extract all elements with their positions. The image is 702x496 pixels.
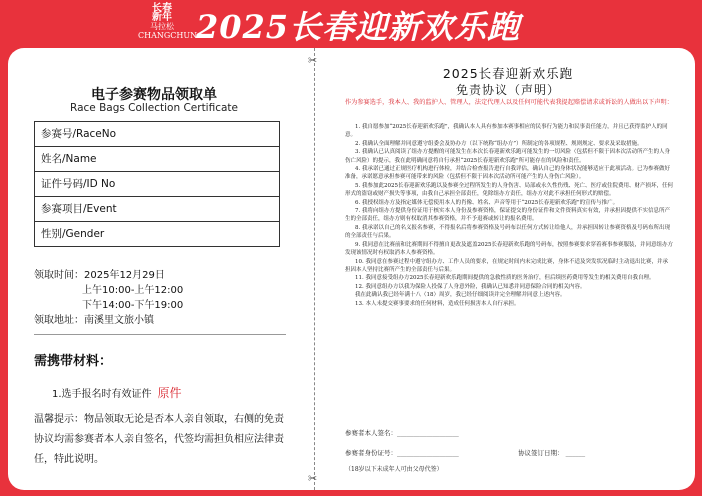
collection-time: 领取时间：2025年12月29日 <box>34 270 165 281</box>
material-item: 1.选手报名时有效证件 原件 <box>52 386 182 400</box>
clause: 13. 本人未提交赛事要求的任何材料，造成任何损害本人自行承担。 <box>355 300 520 307</box>
clause: 8. 我承诺以自己的名义报名参赛，不得报名后将参赛资格及号码布以任何方式转让给他人，并承担因转让参赛资格及号码布所出现的全部责任与后果。 <box>345 224 671 240</box>
collection-time-pm: 下午14:00-下午19:00 <box>82 300 184 311</box>
cut-line <box>314 48 315 490</box>
materials-heading: 需携带材料： <box>34 354 113 369</box>
section-divider <box>34 334 286 335</box>
waiver-notice: 作为参赛选手，我本人、我的监护人、管理人，法定代理人以及任何可能代表我提起赔偿请求或诉讼的人做出以下声明： <box>345 99 673 106</box>
scissors-icon: ✂ <box>308 472 318 485</box>
clause: 2. 我确认全面理解并同意遵守组委会及协办方（以下统称“组办方”）所制定的各项规程、规则规定、要求及采取措施。 <box>355 140 643 147</box>
collection-time-am: 上午10:00-上午12:00 <box>82 285 184 296</box>
waiver-clauses <box>345 123 673 308</box>
collection-title: 电子参赛物品领取单 <box>91 87 217 103</box>
clause: 3. 我确认已认真阅读了组办方提醒的可能发生在本次长春迎新欢乐跑可能发生的一切风险（包括但不限于因本次活动所产生的人身伤亡风险）的提示，我在此明确同意将自行承担“2025长春迎新欢乐跑”所可能存在的风险和责任。 <box>345 149 671 164</box>
clause: 9. 我同意在比赛前和比赛期间不得擅自更改及遮盖2025长春迎新欢乐跑的号码布，按照参赛要求穿着赛事参赛服装，并同意组办方发现该情况时有权取消本人参赛资格。 <box>345 241 673 257</box>
field-race-no: 参赛号/RaceNo <box>35 122 279 147</box>
clause: 4. 我承诺已通过正规医疗机构进行体检，并结合检查报告进行自我评估，确认自己的身体状况能够适应于此项活动。已为参赛做好准备，承诺愿意承担参赛可能带来的风险（包括但不限于因本次活动所可能产生的人身伤亡风险）。 <box>345 166 671 181</box>
waiver-title: 2025长春迎新欢乐跑 <box>442 66 574 81</box>
header-banner <box>0 0 702 44</box>
clause: 1. 我自愿参加“2025长春迎新欢乐跑”，我确认本人具有参加本赛事相应的民事行为能力和民事责任能力，并且已获得监护人的同意。 <box>345 124 668 139</box>
field-gender: 性别/Gender <box>41 228 105 240</box>
clause: 11. 我同意接受组办方2025长春迎新欢乐跑期间提供的急救性质的医务治疗，但后续医药费用等发生的相关费用自我自理。 <box>355 275 655 282</box>
document-sheet <box>8 48 695 490</box>
marathon-logo: 长春 新年 马拉松 CHANGCHUN <box>138 3 198 40</box>
clause: 我在此确认我已经年满十八（18）周岁，我已经仔细阅读并完全理解并同意上述内容。 <box>355 292 566 299</box>
agreement-date-line: 协议签订日期： ______ <box>518 449 586 457</box>
clause: 6. 我授权组办方及指定媒体无偿使用本人的肖像、姓名、声音等用于“2025长春迎新欢乐跑”的宣传与推广。 <box>355 199 619 206</box>
banner-title: 2025长春迎新欢乐跑 <box>196 8 521 46</box>
participant-info-table <box>34 121 280 247</box>
clause: 12. 我同意组办方以我为保险人投保了人身意外险，我确认已知悉并同意保险合同的相关内容。 <box>355 283 586 290</box>
collection-place: 领取地址：南溪里文旅小镇 <box>34 315 154 326</box>
reminder-text: 温馨提示：物品领取无论是否本人亲自领取，右侧的免责协议均需参赛者本人亲自签名，代签均需担负相应法律责任，特此说明。 <box>34 414 284 465</box>
clause: 10. 我同意在参赛过程中遵守组办方、工作人员的要求，在规定时间内未完成比赛，身体不适及突发状况临时主动退出比赛，并承担因本人坚持比赛所产生的全部责任与后果。 <box>345 258 668 273</box>
clause: 5. 我参加此2025长春迎新欢乐跑以及参赛全过程所发生的人身伤害、局部或永久性伤残、死亡、医疗或住院费用、财产损坏，任何形式的盗窃或财产损失等事项，由我自己承担全部责任，免除组办方责任，组办方对此不承担任何形式的赔偿。 <box>345 182 673 198</box>
material-highlight: 原件 <box>157 386 182 400</box>
minor-note: （18岁以下未成年人可由父母代签） <box>345 466 443 473</box>
field-name: 姓名/Name <box>35 147 279 172</box>
id-number-line: 参赛者身份证号：___________________ <box>345 449 459 457</box>
clause: 7. 我将向组办方提供身份证用于核实本人身份及参赛资格，保证提交的身份证件和文件资料真实有效，并承担因提供不实信息所产生的全部责任，组办方则有权取消其参赛资格，并不予退赛或转让的报名费用。 <box>345 208 671 223</box>
field-event: 参赛项目/Event <box>35 197 279 222</box>
field-id-no: 证件号码/ID No <box>35 172 279 197</box>
signature-line: 参赛者本人签名：___________________ <box>345 429 459 437</box>
collection-subtitle: Race Bags Collection Certificate <box>70 102 238 114</box>
scissors-icon: ✂ <box>308 54 318 67</box>
waiver-subtitle: 免责协议（声明） <box>455 83 560 97</box>
